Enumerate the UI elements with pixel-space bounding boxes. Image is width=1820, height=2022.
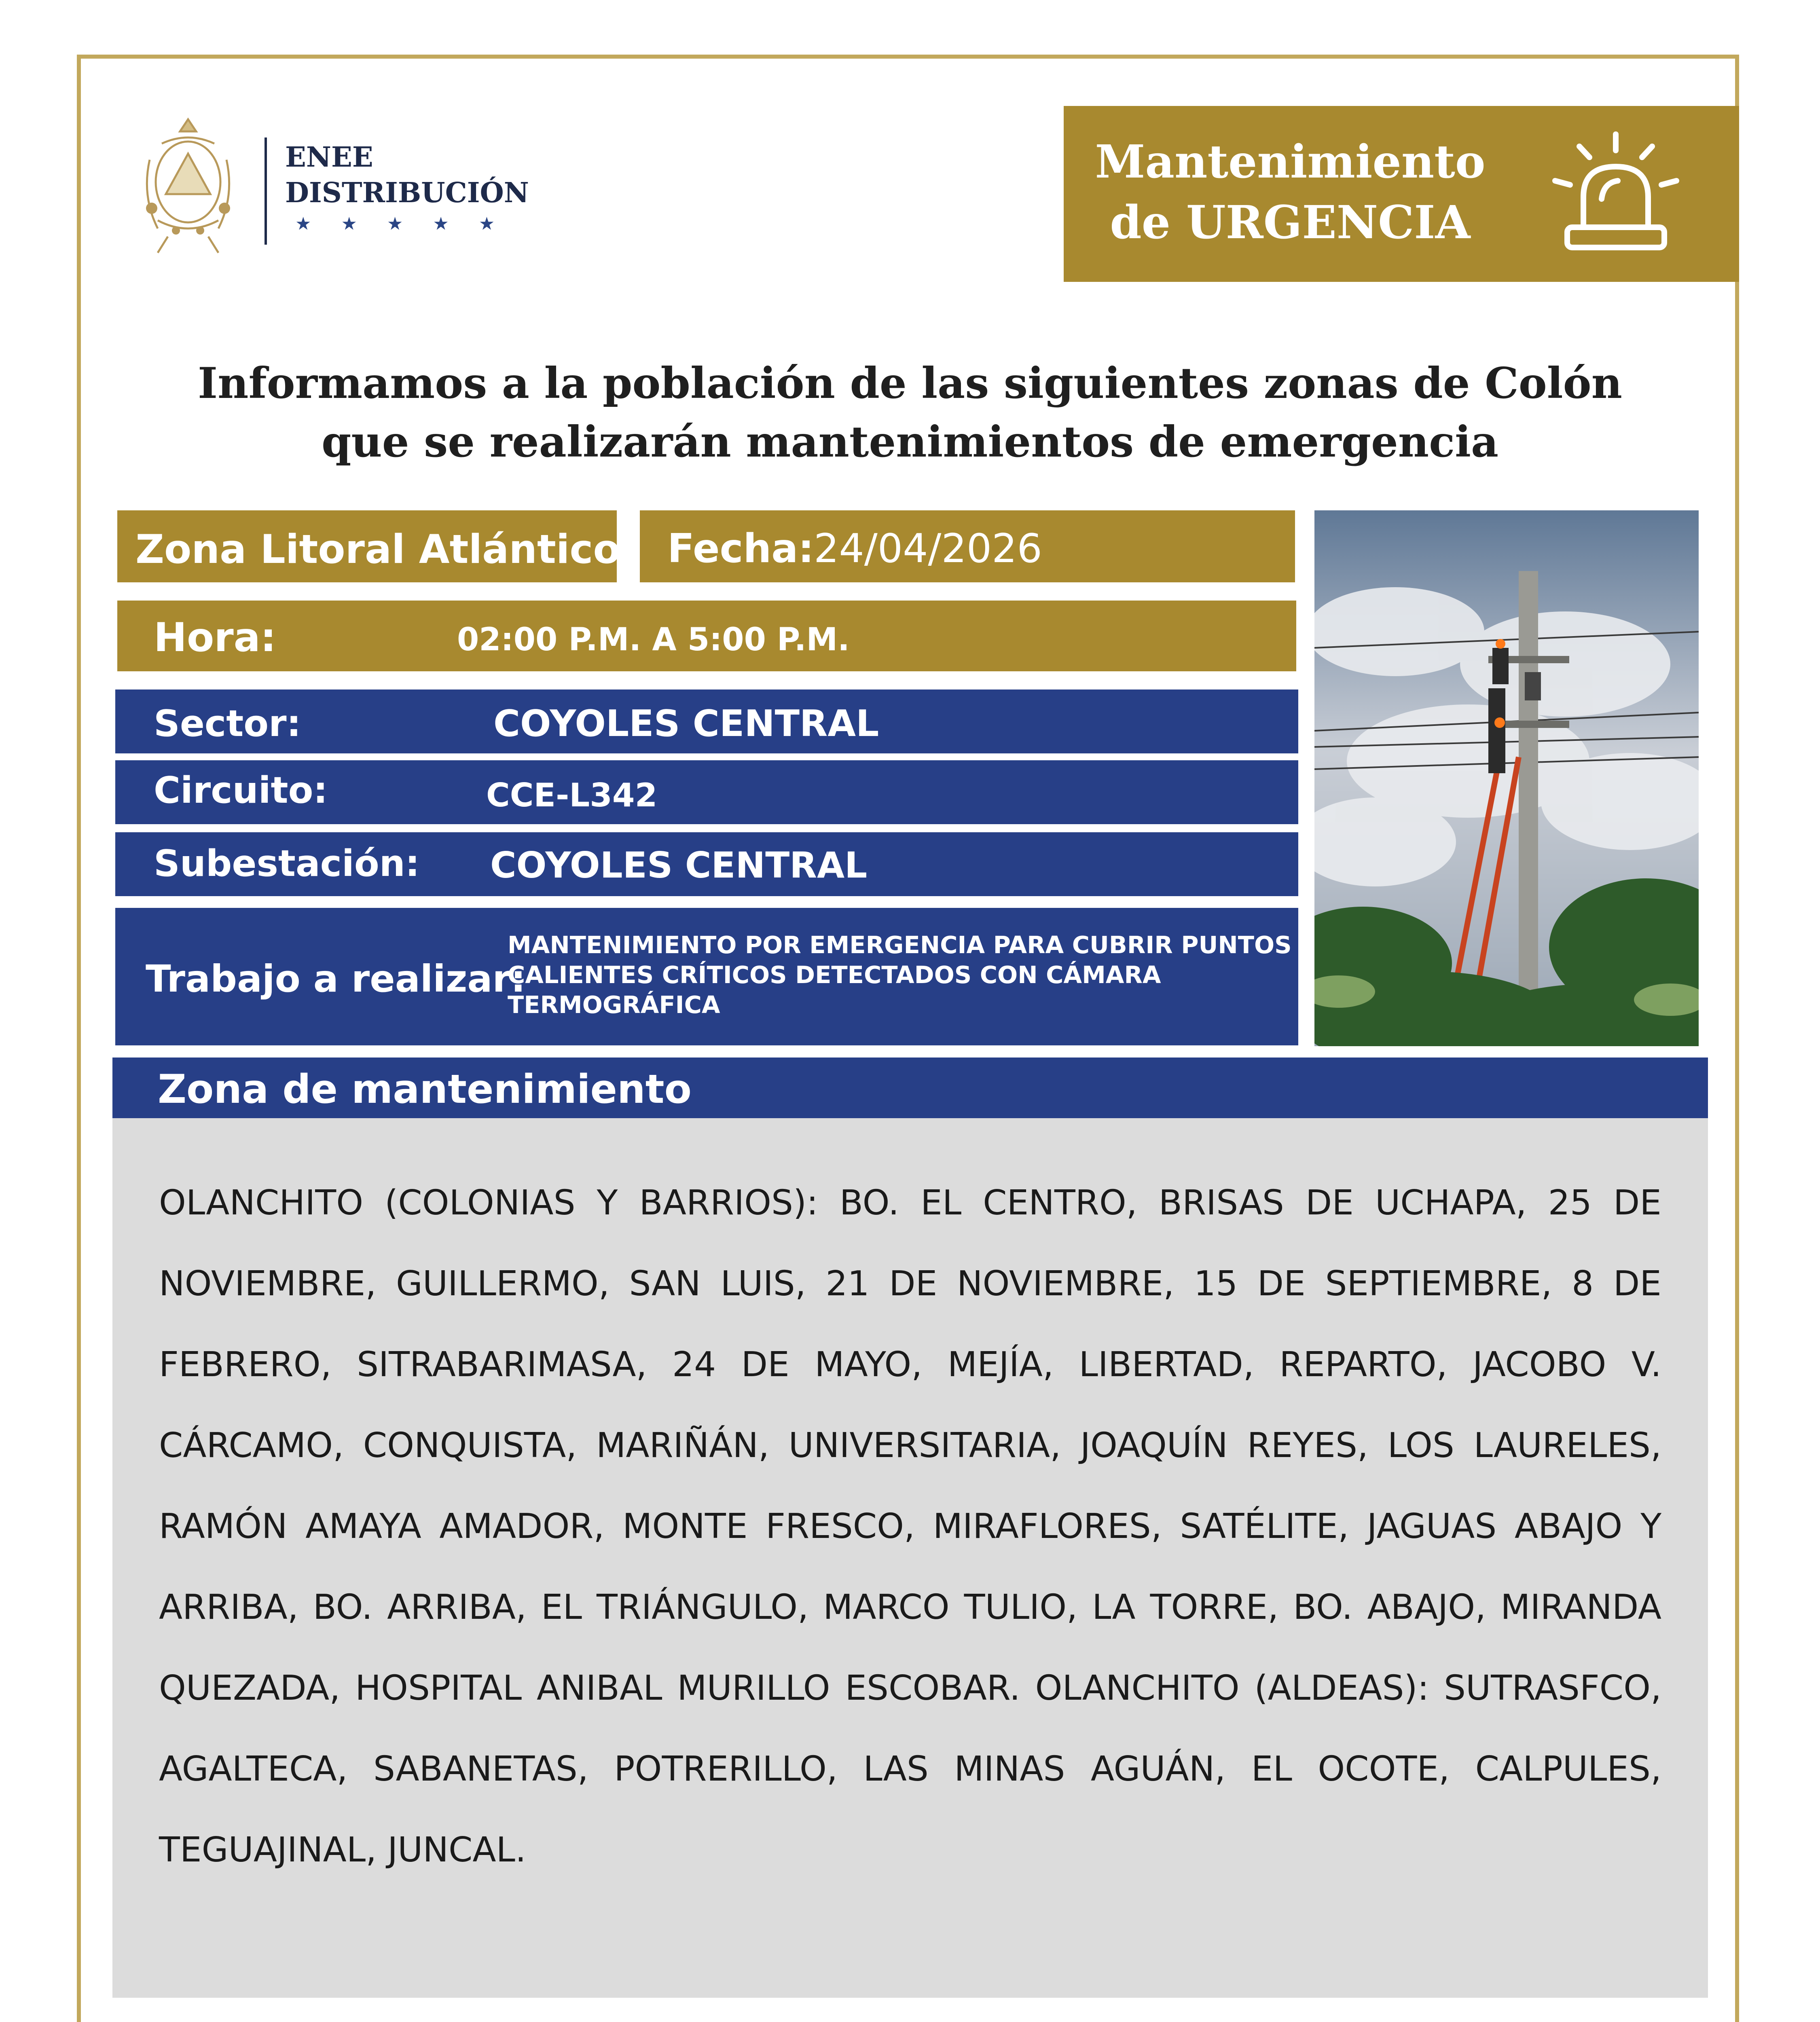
work-description (508, 930, 1292, 1020)
headline-line-2: que se realizarán mantenimientos de emergencia (321, 417, 1498, 467)
brand-name (285, 140, 529, 211)
headline (121, 354, 1699, 471)
lineworkers-photo (1314, 510, 1699, 1046)
circuit-label: Circuito: (154, 769, 328, 812)
zone-label: Zona Litoral Atlántico (135, 527, 620, 573)
urgent-maintenance-badge (1064, 106, 1739, 282)
maintenance-zone-text: OLANCHITO (COLONIAS Y BARRIOS): BO. EL CENTRO, BRISAS DE UCHAPA, 25 DE NOVIEMBRE, GUILLERMO, SAN LUIS, 21 DE NOVIEMBRE, 15 DE SEPTIEMBRE, 8 DE FEBRERO, SITRABARIMASA, 24 DE MAYO, MEJÍA, LIBERTAD, REPARTO, JACOBO V. CÁRCAMO, CONQUISTA, MARIÑÁN, UNIVERSITARIA, JOAQUÍN REYES, LOS LAURELES, RAMÓN AMAYA AMADOR, MONTE FRESCO, MIRAFLORES, SATÉLITE, JAGUAS ABAJO Y ARRIBA, BO. ARRIBA, EL TRIÁNGULO, MARCO TULIO, LA TORRE, BO. ABAJO, MIRANDA QUEZADA, HOSPITAL ANIBAL MURILLO ESCOBAR. OLANCHITO (ALDEAS): SUTRASFCO, AGALTECA, SABANETAS, POTRERILLO, LAS MINAS AGUÁN, EL OCOTE, CALPULES, TEGUAJINAL, JUNCAL. (159, 1183, 1661, 1870)
time-label: Hora: (154, 615, 276, 661)
sector-bar (115, 690, 1298, 753)
maintenance-zone-header (112, 1058, 1708, 1118)
logo-divider (265, 137, 267, 245)
zone-bar (117, 510, 620, 582)
work-bar (115, 908, 1298, 1045)
time-bar (117, 601, 1296, 671)
brand-stars: ★★★★★ (295, 214, 525, 234)
substation-bar (115, 832, 1298, 896)
badge-text (1088, 132, 1492, 253)
work-line-2: CALIENTES CRÍTICOS DETECTADOS CON CÁMARA (508, 961, 1161, 989)
sector-value: COYOLES CENTRAL (493, 702, 879, 745)
time-value: 02:00 P.M. A 5:00 P.M. (457, 622, 850, 658)
maintenance-zone-panel (112, 1118, 1708, 1998)
brand-line-1: ENEE (285, 141, 373, 173)
brand-line-2: DISTRIBUCIÓN (285, 177, 529, 209)
sector-label: Sector: (154, 702, 301, 745)
badge-line-2: de URGENCIA (1110, 196, 1471, 249)
substation-label: Subestación: (154, 842, 420, 885)
date-value: 24/04/2026 (814, 526, 1042, 572)
headline-line-1: Informamos a la población de las siguientes zonas de Colón (197, 358, 1622, 408)
circuit-value: CCE-L342 (486, 776, 658, 814)
honduras-seal-logo (133, 115, 243, 257)
work-line-1: MANTENIMIENTO POR EMERGENCIA PARA CUBRIR PUNTOS (508, 931, 1292, 959)
substation-value: COYOLES CENTRAL (490, 844, 868, 886)
date-bar (640, 510, 1295, 582)
circuit-bar (115, 760, 1298, 824)
work-label: Trabajo a realizar: (146, 957, 526, 1000)
badge-line-1: Mantenimiento (1095, 135, 1486, 188)
date-label: Fecha: (667, 526, 814, 572)
maintenance-zone-title: Zona de mantenimiento (158, 1066, 692, 1113)
work-line-3: TERMOGRÁFICA (508, 991, 720, 1019)
siren-icon (1545, 128, 1687, 258)
